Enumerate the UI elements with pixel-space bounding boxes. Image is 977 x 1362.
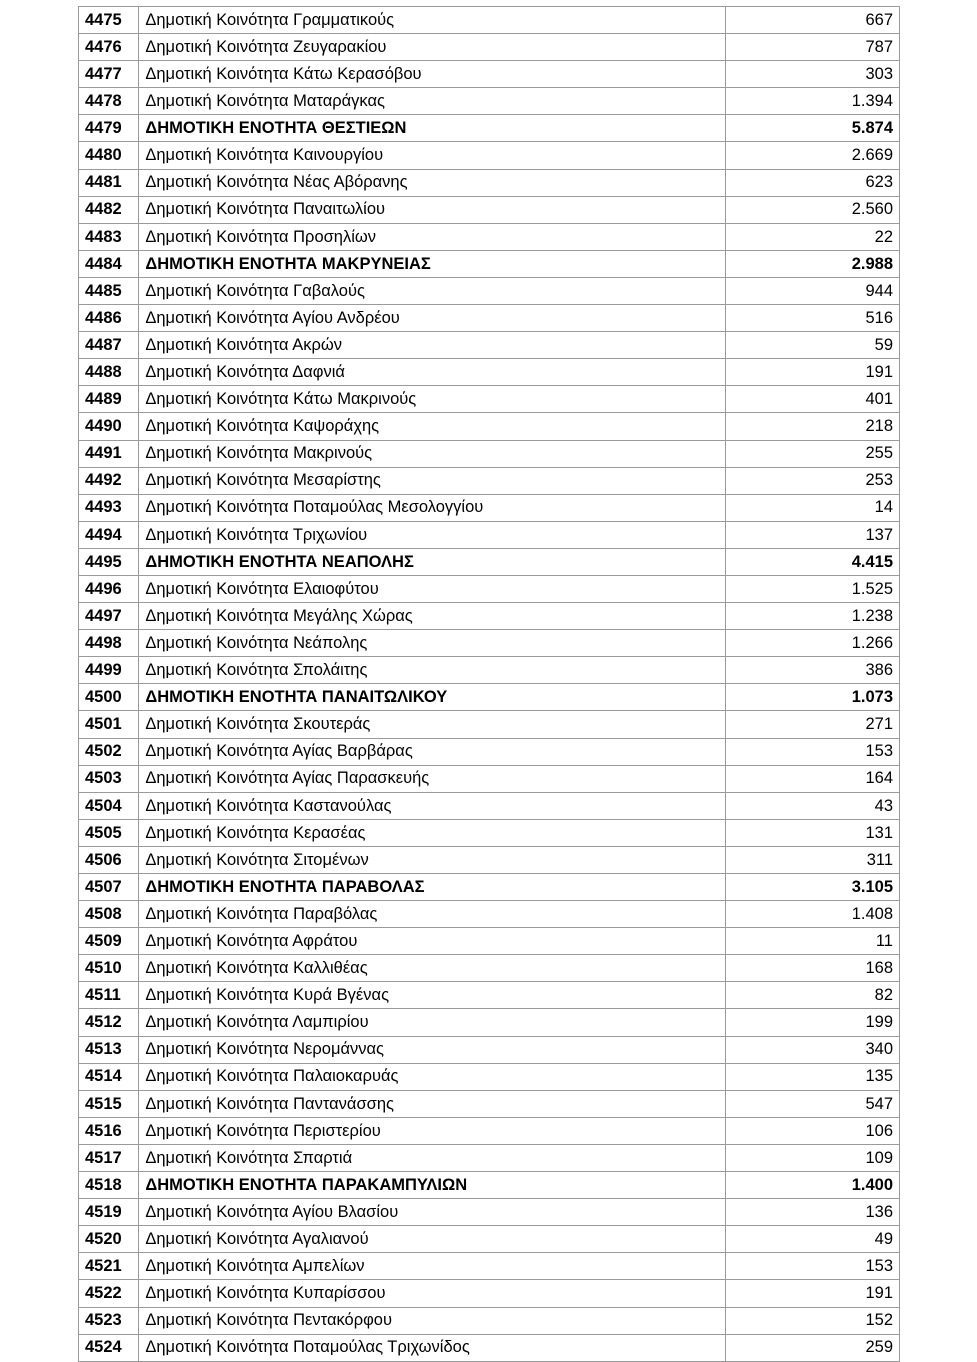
row-code: 4509 xyxy=(79,928,139,955)
row-population: 22 xyxy=(725,223,899,250)
row-name: Δημοτική Κοινότητα Αγίου Ανδρέου xyxy=(139,305,726,332)
row-population: 152 xyxy=(725,1307,899,1334)
row-code: 4499 xyxy=(79,657,139,684)
row-population: 168 xyxy=(725,955,899,982)
community-row xyxy=(79,575,900,602)
row-code: 4508 xyxy=(79,901,139,928)
row-name: Δημοτική Κοινότητα Σπαρτιά xyxy=(139,1144,726,1171)
row-code: 4524 xyxy=(79,1334,139,1361)
community-row xyxy=(79,1144,900,1171)
row-code: 4519 xyxy=(79,1199,139,1226)
row-code: 4490 xyxy=(79,413,139,440)
row-name: Δημοτική Κοινότητα Παραβόλας xyxy=(139,901,726,928)
row-population: 106 xyxy=(725,1117,899,1144)
row-population: 14 xyxy=(725,494,899,521)
community-row xyxy=(79,928,900,955)
row-population: 199 xyxy=(725,1009,899,1036)
community-row xyxy=(79,1117,900,1144)
row-name: Δημοτική Κοινότητα Αγίου Βλασίου xyxy=(139,1199,726,1226)
community-row xyxy=(79,711,900,738)
row-population: 623 xyxy=(725,169,899,196)
community-row xyxy=(79,305,900,332)
community-row xyxy=(79,413,900,440)
row-population: 1.525 xyxy=(725,575,899,602)
row-name: Δημοτική Κοινότητα Κυρά Βγένας xyxy=(139,982,726,1009)
row-name: Δημοτική Κοινότητα Μακρινούς xyxy=(139,440,726,467)
row-name: Δημοτική Κοινότητα Προσηλίων xyxy=(139,223,726,250)
community-row xyxy=(79,1307,900,1334)
community-row xyxy=(79,792,900,819)
row-name: Δημοτική Κοινότητα Αμπελίων xyxy=(139,1253,726,1280)
community-row xyxy=(79,277,900,304)
row-code: 4479 xyxy=(79,115,139,142)
row-name: Δημοτική Κοινότητα Καψοράχης xyxy=(139,413,726,440)
row-population: 218 xyxy=(725,413,899,440)
row-name: Δημοτική Κοινότητα Σπολάιτης xyxy=(139,657,726,684)
row-name: Δημοτική Κοινότητα Παναιτωλίου xyxy=(139,196,726,223)
community-row xyxy=(79,657,900,684)
row-code: 4477 xyxy=(79,61,139,88)
row-name: Δημοτική Κοινότητα Καινουργίου xyxy=(139,142,726,169)
row-name: Δημοτική Κοινότητα Τριχωνίου xyxy=(139,521,726,548)
community-row xyxy=(79,61,900,88)
community-row xyxy=(79,88,900,115)
municipal-unit-row xyxy=(79,115,900,142)
row-code: 4493 xyxy=(79,494,139,521)
row-name: Δημοτική Κοινότητα Παλαιοκαρυάς xyxy=(139,1063,726,1090)
row-name: Δημοτική Κοινότητα Καλλιθέας xyxy=(139,955,726,982)
row-code: 4517 xyxy=(79,1144,139,1171)
row-population: 43 xyxy=(725,792,899,819)
row-population: 255 xyxy=(725,440,899,467)
row-population: 386 xyxy=(725,657,899,684)
row-name: Δημοτική Κοινότητα Ελαιοφύτου xyxy=(139,575,726,602)
community-row xyxy=(79,359,900,386)
row-name: ΔΗΜΟΤΙΚΗ ΕΝΟΤΗΤΑ ΠΑΡΑΒΟΛΑΣ xyxy=(139,874,726,901)
row-population: 311 xyxy=(725,846,899,873)
row-name: Δημοτική Κοινότητα Ζευγαρακίου xyxy=(139,34,726,61)
row-population: 59 xyxy=(725,332,899,359)
row-population: 2.669 xyxy=(725,142,899,169)
row-code: 4520 xyxy=(79,1226,139,1253)
community-row xyxy=(79,1036,900,1063)
row-population: 153 xyxy=(725,1253,899,1280)
row-name: Δημοτική Κοινότητα Καστανούλας xyxy=(139,792,726,819)
row-name: Δημοτική Κοινότητα Γραμματικούς xyxy=(139,7,726,34)
row-code: 4488 xyxy=(79,359,139,386)
community-row xyxy=(79,521,900,548)
municipal-unit-row xyxy=(79,684,900,711)
row-population: 191 xyxy=(725,359,899,386)
row-code: 4494 xyxy=(79,521,139,548)
row-name: Δημοτική Κοινότητα Αφράτου xyxy=(139,928,726,955)
row-code: 4504 xyxy=(79,792,139,819)
community-row xyxy=(79,846,900,873)
row-name: Δημοτική Κοινότητα Παντανάσσης xyxy=(139,1090,726,1117)
municipal-unit-row xyxy=(79,250,900,277)
row-name: Δημοτική Κοινότητα Αγαλιανού xyxy=(139,1226,726,1253)
row-name: Δημοτική Κοινότητα Σκουτεράς xyxy=(139,711,726,738)
row-code: 4491 xyxy=(79,440,139,467)
community-row xyxy=(79,1199,900,1226)
row-code: 4481 xyxy=(79,169,139,196)
community-row xyxy=(79,765,900,792)
community-row xyxy=(79,1063,900,1090)
row-code: 4484 xyxy=(79,250,139,277)
row-population: 1.400 xyxy=(725,1172,899,1199)
row-code: 4501 xyxy=(79,711,139,738)
row-name: Δημοτική Κοινότητα Γαβαλούς xyxy=(139,277,726,304)
population-table xyxy=(78,6,900,1362)
row-name: Δημοτική Κοινότητα Ακρών xyxy=(139,332,726,359)
community-row xyxy=(79,7,900,34)
row-name: Δημοτική Κοινότητα Κάτω Μακρινούς xyxy=(139,386,726,413)
row-code: 4507 xyxy=(79,874,139,901)
row-name: Δημοτική Κοινότητα Σιτομένων xyxy=(139,846,726,873)
row-population: 137 xyxy=(725,521,899,548)
community-row xyxy=(79,332,900,359)
row-code: 4480 xyxy=(79,142,139,169)
row-name: Δημοτική Κοινότητα Ματαράγκας xyxy=(139,88,726,115)
row-name: Δημοτική Κοινότητα Μεγάλης Χώρας xyxy=(139,603,726,630)
row-name: Δημοτική Κοινότητα Νεάπολης xyxy=(139,630,726,657)
community-row xyxy=(79,1253,900,1280)
row-population: 82 xyxy=(725,982,899,1009)
row-population: 1.073 xyxy=(725,684,899,711)
row-name: Δημοτική Κοινότητα Δαφνιά xyxy=(139,359,726,386)
row-code: 4515 xyxy=(79,1090,139,1117)
community-row xyxy=(79,142,900,169)
row-code: 4521 xyxy=(79,1253,139,1280)
population-table-body xyxy=(79,7,900,1362)
row-name: Δημοτική Κοινότητα Ποταμούλας Τριχωνίδος xyxy=(139,1334,726,1361)
community-row xyxy=(79,440,900,467)
community-row xyxy=(79,901,900,928)
row-code: 4492 xyxy=(79,467,139,494)
community-row xyxy=(79,34,900,61)
community-row xyxy=(79,386,900,413)
row-population: 340 xyxy=(725,1036,899,1063)
row-population: 4.415 xyxy=(725,548,899,575)
row-name: Δημοτική Κοινότητα Αγίας Βαρβάρας xyxy=(139,738,726,765)
row-population: 944 xyxy=(725,277,899,304)
community-row xyxy=(79,1334,900,1361)
row-code: 4495 xyxy=(79,548,139,575)
row-population: 5.874 xyxy=(725,115,899,142)
row-population: 547 xyxy=(725,1090,899,1117)
row-name: ΔΗΜΟΤΙΚΗ ΕΝΟΤΗΤΑ ΠΑΝΑΙΤΩΛΙΚΟΥ xyxy=(139,684,726,711)
row-population: 303 xyxy=(725,61,899,88)
row-code: 4476 xyxy=(79,34,139,61)
row-population: 2.988 xyxy=(725,250,899,277)
row-code: 4512 xyxy=(79,1009,139,1036)
community-row xyxy=(79,223,900,250)
community-row xyxy=(79,955,900,982)
row-population: 1.238 xyxy=(725,603,899,630)
row-code: 4516 xyxy=(79,1117,139,1144)
community-row xyxy=(79,819,900,846)
row-code: 4497 xyxy=(79,603,139,630)
row-population: 164 xyxy=(725,765,899,792)
row-population: 109 xyxy=(725,1144,899,1171)
row-name: Δημοτική Κοινότητα Νερομάννας xyxy=(139,1036,726,1063)
row-name: Δημοτική Κοινότητα Κάτω Κερασόβου xyxy=(139,61,726,88)
community-row xyxy=(79,196,900,223)
row-code: 4510 xyxy=(79,955,139,982)
row-name: Δημοτική Κοινότητα Κερασέας xyxy=(139,819,726,846)
row-code: 4514 xyxy=(79,1063,139,1090)
row-code: 4483 xyxy=(79,223,139,250)
community-row xyxy=(79,1226,900,1253)
row-code: 4511 xyxy=(79,982,139,1009)
row-population: 1.394 xyxy=(725,88,899,115)
row-code: 4523 xyxy=(79,1307,139,1334)
row-population: 131 xyxy=(725,819,899,846)
community-row xyxy=(79,169,900,196)
community-row xyxy=(79,1009,900,1036)
row-name: ΔΗΜΟΤΙΚΗ ΕΝΟΤΗΤΑ ΠΑΡΑΚΑΜΠΥΛΙΩΝ xyxy=(139,1172,726,1199)
row-code: 4487 xyxy=(79,332,139,359)
row-population: 3.105 xyxy=(725,874,899,901)
row-code: 4482 xyxy=(79,196,139,223)
row-code: 4503 xyxy=(79,765,139,792)
community-row xyxy=(79,1090,900,1117)
row-code: 4496 xyxy=(79,575,139,602)
row-name: Δημοτική Κοινότητα Πεντακόρφου xyxy=(139,1307,726,1334)
row-code: 4518 xyxy=(79,1172,139,1199)
community-row xyxy=(79,467,900,494)
row-name: ΔΗΜΟΤΙΚΗ ΕΝΟΤΗΤΑ ΝΕΑΠΟΛΗΣ xyxy=(139,548,726,575)
row-code: 4489 xyxy=(79,386,139,413)
row-population: 667 xyxy=(725,7,899,34)
row-name: Δημοτική Κοινότητα Αγίας Παρασκευής xyxy=(139,765,726,792)
community-row xyxy=(79,603,900,630)
row-name: Δημοτική Κοινότητα Κυπαρίσσου xyxy=(139,1280,726,1307)
community-row xyxy=(79,494,900,521)
municipal-unit-row xyxy=(79,548,900,575)
row-population: 253 xyxy=(725,467,899,494)
community-row xyxy=(79,738,900,765)
row-name: ΔΗΜΟΤΙΚΗ ΕΝΟΤΗΤΑ ΜΑΚΡΥΝΕΙΑΣ xyxy=(139,250,726,277)
row-population: 516 xyxy=(725,305,899,332)
row-name: Δημοτική Κοινότητα Νέας Αβόρανης xyxy=(139,169,726,196)
municipal-unit-row xyxy=(79,874,900,901)
row-code: 4485 xyxy=(79,277,139,304)
row-code: 4513 xyxy=(79,1036,139,1063)
row-population: 1.266 xyxy=(725,630,899,657)
row-population: 191 xyxy=(725,1280,899,1307)
row-population: 787 xyxy=(725,34,899,61)
municipal-unit-row xyxy=(79,1172,900,1199)
row-population: 49 xyxy=(725,1226,899,1253)
row-code: 4505 xyxy=(79,819,139,846)
row-population: 136 xyxy=(725,1199,899,1226)
row-code: 4506 xyxy=(79,846,139,873)
row-name: Δημοτική Κοινότητα Περιστερίου xyxy=(139,1117,726,1144)
row-population: 271 xyxy=(725,711,899,738)
row-name: Δημοτική Κοινότητα Μεσαρίστης xyxy=(139,467,726,494)
row-code: 4486 xyxy=(79,305,139,332)
row-code: 4478 xyxy=(79,88,139,115)
community-row xyxy=(79,1280,900,1307)
row-population: 259 xyxy=(725,1334,899,1361)
community-row xyxy=(79,630,900,657)
row-name: ΔΗΜΟΤΙΚΗ ΕΝΟΤΗΤΑ ΘΕΣΤΙΕΩΝ xyxy=(139,115,726,142)
row-code: 4502 xyxy=(79,738,139,765)
row-population: 401 xyxy=(725,386,899,413)
row-name: Δημοτική Κοινότητα Ποταμούλας Μεσολογγίου xyxy=(139,494,726,521)
row-population: 135 xyxy=(725,1063,899,1090)
row-population: 2.560 xyxy=(725,196,899,223)
row-code: 4500 xyxy=(79,684,139,711)
row-population: 11 xyxy=(725,928,899,955)
row-population: 153 xyxy=(725,738,899,765)
row-name: Δημοτική Κοινότητα Λαμπιρίου xyxy=(139,1009,726,1036)
row-code: 4498 xyxy=(79,630,139,657)
row-code: 4522 xyxy=(79,1280,139,1307)
row-population: 1.408 xyxy=(725,901,899,928)
community-row xyxy=(79,982,900,1009)
row-code: 4475 xyxy=(79,7,139,34)
